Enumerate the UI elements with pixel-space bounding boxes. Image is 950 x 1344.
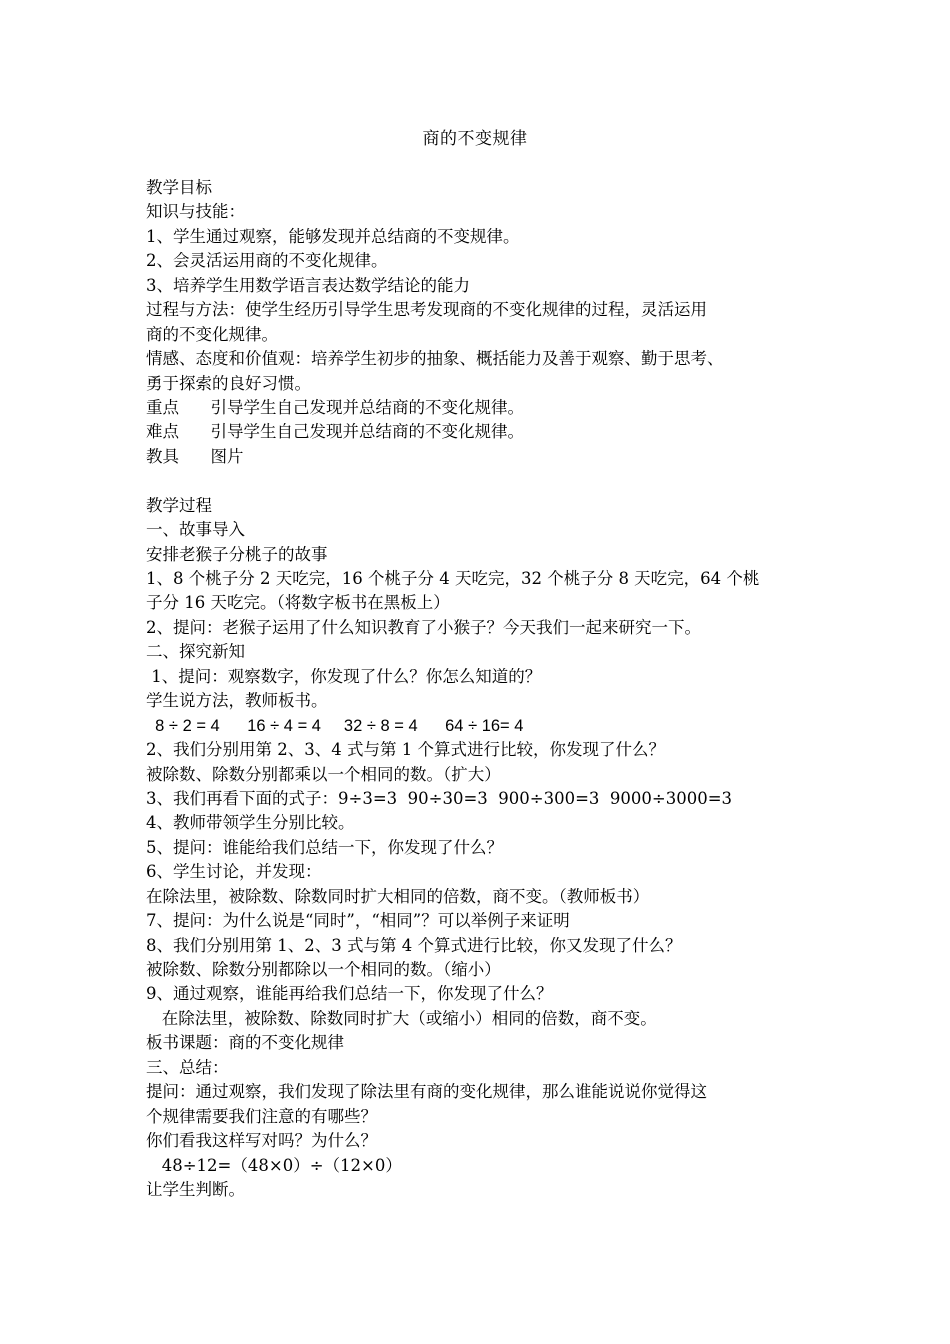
text-line: 勇于探索的良好习惯。 bbox=[146, 373, 311, 393]
text-line: 被除数、除数分别都乘以一个相同的数。（扩大） bbox=[146, 764, 501, 784]
difficulty-line: 难点 引导学生自己发现并总结商的不变化规律。 bbox=[146, 422, 524, 442]
text-line: 1、8 个桃子分 2 天吃完，16 个桃子分 4 天吃完，32 个桃子分 8 天吃完，64 个桃 bbox=[146, 569, 760, 588]
equation-line: 48÷12=（48×0）÷（12×0） bbox=[146, 1155, 402, 1175]
text-line: 4、教师带领学生分别比较。 bbox=[146, 813, 355, 833]
text-line: 7、提问：为什么说是“同时”，“相同”？可以举例子来证明 bbox=[146, 911, 570, 931]
document-body bbox=[146, 176, 816, 1202]
text-line: 个规律需要我们注意的有哪些？ bbox=[146, 1106, 377, 1126]
text-line: 9、通过观察，谁能再给我们总结一下，你发现了什么？ bbox=[146, 984, 553, 1004]
text-line: 提问：通过观察，我们发现了除法里有商的变化规律，那么谁能说说你觉得这 bbox=[146, 1082, 707, 1102]
text-line: 8、我们分别用第 1、2、3 式与第 4 个算式进行比较，你又发现了什么？ bbox=[146, 935, 682, 955]
text-line: 板书课题：商的不变化规律 bbox=[146, 1033, 344, 1053]
document-title: 商的不变规律 bbox=[422, 129, 528, 149]
teaching-aids-line: 教具 图片 bbox=[146, 446, 244, 466]
equation-line: 3、我们再看下面的式子：9÷3=3 90÷30=3 900÷300=3 9000÷3000=3 bbox=[146, 788, 733, 808]
text-line: 安排老猴子分桃子的故事 bbox=[146, 544, 328, 564]
text-line: 让学生判断。 bbox=[146, 1179, 245, 1199]
key-point-line: 重点 引导学生自己发现并总结商的不变化规律。 bbox=[146, 397, 524, 417]
section-heading-teaching-goals: 教学目标 bbox=[146, 178, 212, 197]
text-line: 学生说方法，教师板书。 bbox=[146, 691, 328, 711]
text-line: 1、学生通过观察，能够发现并总结商的不变规律。 bbox=[146, 226, 520, 246]
text-line: 子分 16 天吃完。（将数字板书在黑板上） bbox=[146, 593, 450, 613]
text-line: 在除法里，被除数、除数同时扩大相同的倍数，商不变。（教师板书） bbox=[146, 886, 650, 906]
text-line: 2、我们分别用第 2、3、4 式与第 1 个算式进行比较，你发现了什么？ bbox=[146, 740, 665, 760]
text-line: 2、会灵活运用商的不变化规律。 bbox=[146, 251, 388, 271]
text-line: 3、培养学生用数学语言表达数学结论的能力 bbox=[146, 275, 470, 295]
text-line: 5、提问：谁能给我们总结一下，你发现了什么？ bbox=[146, 837, 503, 857]
text-line: 商的不变化规律。 bbox=[146, 324, 278, 344]
text-line: 在除法里，被除数、除数同时扩大（或缩小）相同的倍数，商不变。 bbox=[146, 1008, 657, 1028]
section-heading-teaching-process: 教学过程 bbox=[146, 495, 212, 515]
subheading-story-intro: 一、故事导入 bbox=[146, 520, 245, 540]
text-line: 你们看我这样写对吗？为什么？ bbox=[146, 1131, 377, 1151]
text-line: 被除数、除数分别都除以一个相同的数。（缩小） bbox=[146, 960, 501, 979]
subheading-knowledge-skills: 知识与技能： bbox=[146, 202, 245, 222]
text-line: 6、学生讨论，并发现： bbox=[146, 862, 322, 882]
blank-line bbox=[146, 469, 816, 493]
subheading-summary: 三、总结： bbox=[146, 1057, 229, 1077]
text-line: 过程与方法：使学生经历引导学生思考发现商的不变化规律的过程，灵活运用 bbox=[146, 300, 707, 320]
equation-line: 8 ÷ 2 = 4 16 ÷ 4 = 4 32 ÷ 8 = 4 64 ÷ 16= 4 bbox=[146, 716, 524, 735]
subheading-explore: 二、探究新知 bbox=[146, 642, 245, 662]
text-line: 1、提问：观察数字，你发现了什么？你怎么知道的？ bbox=[146, 666, 542, 686]
text-line: 2、提问：老猴子运用了什么知识教育了小猴子？今天我们一起来研究一下。 bbox=[146, 617, 701, 637]
text-line: 情感、态度和价值观：培养学生初步的抽象、概括能力及善于观察、勤于思考、 bbox=[146, 349, 724, 369]
